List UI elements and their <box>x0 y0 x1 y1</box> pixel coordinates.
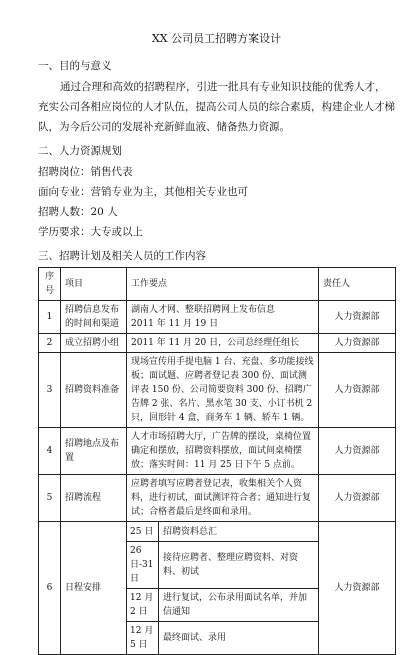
row-no: 1 <box>39 301 61 334</box>
section-1-heading: 一、目的与意义 <box>38 60 112 72</box>
schedule-date: 12 月 2 日 <box>127 589 159 622</box>
schedule-task: 最终面试、录用 <box>159 622 319 655</box>
table-row <box>39 334 396 353</box>
table-row <box>39 353 396 428</box>
table-row <box>39 301 396 334</box>
schedule-task: 进行复试，公布录用面试名单，并加信通知 <box>159 589 319 622</box>
header-no: 序号 <box>39 268 61 301</box>
schedule-date: 25 日 <box>127 522 159 542</box>
schedule-date: 26 日-31 日 <box>127 542 159 589</box>
row-item: 招聘资料准备 <box>61 353 127 428</box>
row-owner: 人力资源部 <box>319 428 396 475</box>
row-item: 成立招聘小组 <box>61 334 127 353</box>
schedule-item: 日程安排 <box>61 522 127 655</box>
schedule-owner: 人力资源部 <box>319 522 396 655</box>
row-no: 2 <box>39 334 61 353</box>
row-key-points: 人才市场招聘大厅，广告牌的摆设，桌椅位置确定和摆放，招聘资料摆放，面试间桌椅摆放；落实时间：11 月 25 日下午 5 点前。 <box>127 428 319 475</box>
table-row <box>39 475 396 522</box>
row-owner: 人力资源部 <box>319 334 396 353</box>
row-item: 招聘流程 <box>61 475 127 522</box>
schedule-date: 12 月 5 日 <box>127 622 159 655</box>
header-key-points: 工作要点 <box>127 268 319 301</box>
section-3-heading: 三、招聘计划及相关人员的工作内容 <box>38 250 206 262</box>
recruit-education: 学历要求：大专或以上 <box>38 226 143 238</box>
row-owner: 人力资源部 <box>319 301 396 334</box>
row-key-points: 湖南人才网、整联招聘网上发布信息 2011 年 11 月 19 日 <box>127 301 319 334</box>
recruit-major: 面向专业：营销专业为主，其他相关专业也可 <box>38 186 248 198</box>
document-title: XX 公司员工招聘方案设计 <box>151 32 282 45</box>
recruitment-plan-table <box>38 267 396 655</box>
row-item: 招聘信息发布的时间和渠道 <box>61 301 127 334</box>
table-header-row <box>39 268 396 301</box>
schedule-task: 接待应聘者、整理应聘资料、对资料、初试 <box>159 542 319 589</box>
schedule-row <box>39 522 396 542</box>
row-owner: 人力资源部 <box>319 353 396 428</box>
section-2-heading: 二、人力资源规划 <box>38 145 122 157</box>
schedule-task: 招聘资料总汇 <box>159 522 319 542</box>
row-no: 4 <box>39 428 61 475</box>
header-item: 项目 <box>61 268 127 301</box>
row-no: 3 <box>39 353 61 428</box>
schedule-no: 6 <box>39 522 61 655</box>
row-key-points: 2011 年 11 月 20 日，公司总经理任组长 <box>127 334 319 353</box>
section-1-paragraph: 通过合理和高效的招聘程序，引进一批具有专业知识技能的优秀人才，充实公司各相应岗位的人才队伍，提高公司人员的综合素质，构建企业人才梯队，为今后公司的发展补充新鲜血液、储备热力资源。 <box>38 81 395 133</box>
header-owner: 责任人 <box>319 268 396 301</box>
table-row <box>39 428 396 475</box>
row-key-points: 应聘者填写应聘者登记表，收集相关个人资料，进行初试，面试测评符合者；通知进行复试；合格者最后是终面和录用。 <box>127 475 319 522</box>
row-no: 5 <box>39 475 61 522</box>
row-key-points: 现场宣传用手提电脑 1 台、充盘、多功能接线板；面试题、应聘者登记表 300 份、面试测评表 150 份、公司简要资料 300 份、招聘广告牌 2 张、名片、黑水笔 30 支、小订书机 2 只，回形针 4 盒，商务车 1 辆、轿车 1 辆。 <box>127 353 319 428</box>
recruit-position: 招聘岗位：销售代表 <box>38 166 133 178</box>
recruit-count: 招聘人数：20 人 <box>38 206 118 218</box>
row-owner: 人力资源部 <box>319 475 396 522</box>
row-item: 招聘地点及布置 <box>61 428 127 475</box>
